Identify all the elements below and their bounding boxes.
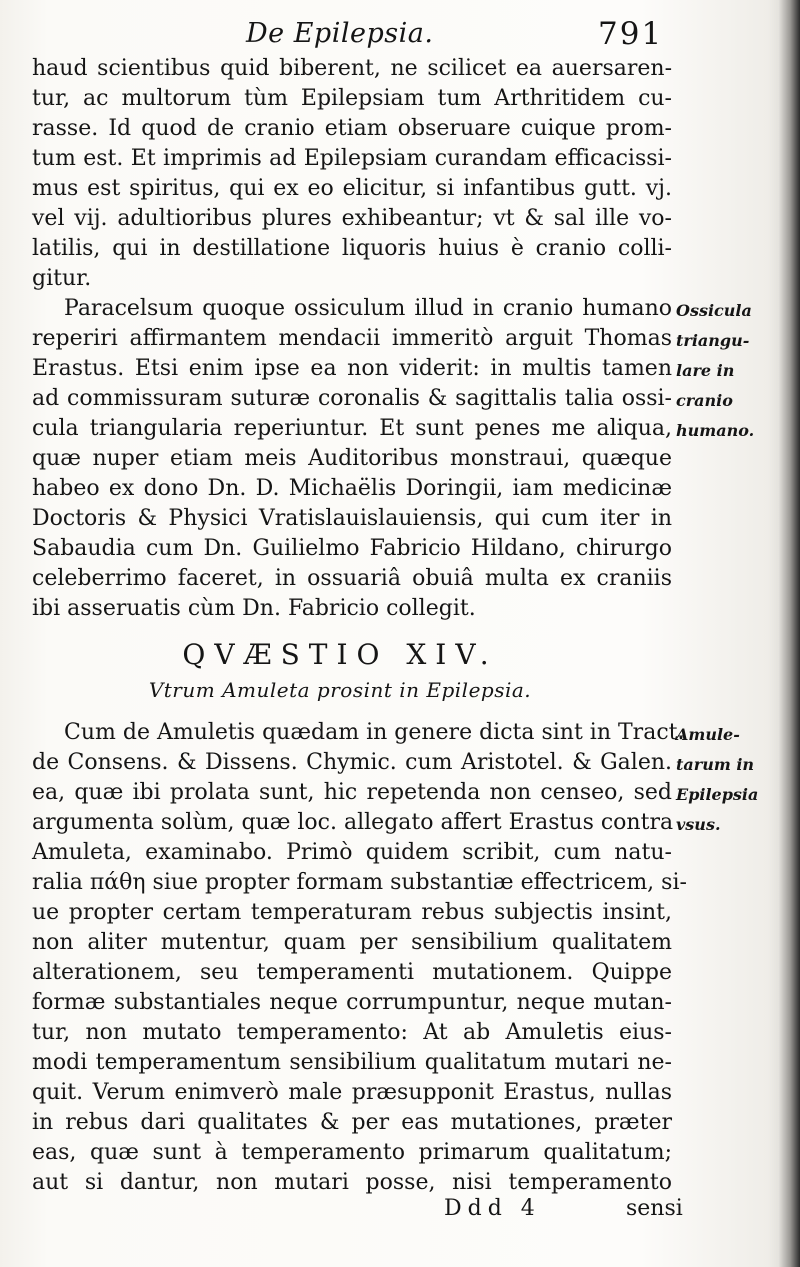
text-line: tur, non mutato temperamento: At ab Amuletis eius-	[32, 1020, 672, 1045]
text-line: gitur.	[32, 266, 92, 291]
question-heading: QVÆSTIO XIV.	[182, 638, 498, 671]
text-line: tum est. Et imprimis ad Epilepsiam curandam efficacissi-	[32, 146, 672, 171]
text-line: quæ nuper etiam meis Auditoribus monstraui, quæque	[32, 446, 672, 471]
main-text-continued	[32, 718, 687, 1198]
text-line: quit. Verum enimverò male præsupponit Erastus, nullas	[32, 1080, 672, 1105]
margin-note-amuleta	[676, 720, 780, 840]
text-line: tur, ac multorum tùm Epilepsiam tum Arthritidem cu-	[32, 86, 672, 111]
text-line: Cum de Amuletis quædam in genere dicta sint in Tract.	[64, 720, 685, 745]
text-line: ibi asseruatis cùm Dn. Fabricio collegit.	[32, 596, 476, 621]
margin-note-line: humano.	[676, 421, 755, 440]
catchword: sensi	[626, 1196, 683, 1221]
text-line: alterationem, seu temperamenti mutationem. Quippe	[32, 960, 672, 985]
text-line: Amuleta, examinabo. Primò quidem scribit, cum natu-	[32, 840, 672, 865]
margin-note-line: Epilepsia	[676, 785, 759, 804]
text-line: aut si dantur, non mutari posse, nisi temperamento	[32, 1170, 672, 1195]
margin-note-line: tarum in	[676, 755, 755, 774]
page-edge-shadow	[778, 0, 800, 1267]
text-line: de Consens. & Dissens. Chymic. cum Aristotel. & Galen.	[32, 750, 672, 775]
text-line: Paracelsum quoque ossiculum illud in cranio humano	[64, 296, 672, 321]
page-number: 791	[598, 16, 664, 52]
margin-note-line: vsus.	[676, 815, 721, 834]
text-line: haud scientibus quid biberent, ne scilicet ea auersaren-	[32, 56, 672, 81]
text-line: formæ substantiales neque corrumpuntur, neque mutan-	[32, 990, 672, 1015]
text-line: non aliter mutentur, quam per sensibilium qualitatem	[32, 930, 672, 955]
margin-note-line: Amule-	[676, 725, 740, 744]
text-line: Doctoris & Physici Vratislauislauiensis, qui cum iter in	[32, 506, 672, 531]
text-line: rasse. Id quod de cranio etiam obseruare cuique prom-	[32, 116, 672, 141]
margin-note-line: triangu-	[676, 331, 750, 350]
text-line: Sabaudia cum Dn. Guilielmo Fabricio Hildano, chirurgo	[32, 536, 672, 561]
signature-mark: Ddd 4	[444, 1196, 541, 1221]
text-line: celeberrimo faceret, in ossuariâ obuiâ multa ex craniis	[32, 566, 672, 591]
text-line: ea, quæ ibi prolata sunt, hic repetenda non censeo, sed	[32, 780, 672, 805]
text-line: ad commissuram suturæ coronalis & sagittalis talia ossi-	[32, 386, 672, 411]
question-title: Vtrum Amuleta prosint in Epilepsia.	[148, 678, 532, 702]
margin-note-line: Ossicula	[676, 301, 752, 320]
main-text	[32, 54, 672, 624]
margin-note-line: cranio	[676, 391, 733, 410]
text-line: eas, quæ sunt à temperamento primarum qualitatum;	[32, 1140, 672, 1165]
text-line: cula triangularia reperiuntur. Et sunt penes me aliqua,	[32, 416, 672, 441]
text-line: latilis, qui in destillatione liquoris huius è cranio colli-	[32, 236, 672, 261]
margin-note-line: lare in	[676, 361, 735, 380]
text-line: argumenta solùm, quæ loc. allegato affert Erastus contra	[32, 810, 674, 835]
text-line: modi temperamentum sensibilium qualitatum mutari ne-	[32, 1050, 672, 1075]
text-line: mus est spiritus, qui ex eo elicitur, si infantibus gutt. vj.	[32, 176, 672, 201]
text-line: vel vij. adultioribus plures exhibeantur; vt & sal ille vo-	[32, 206, 672, 231]
text-line: Erastus. Etsi enim ipse ea non viderit: in multis tamen	[32, 356, 672, 381]
text-line: in rebus dari qualitates & per eas mutationes, præter	[32, 1110, 672, 1135]
running-head: De Epilepsia.	[246, 18, 434, 49]
margin-note-ossicula	[676, 296, 780, 446]
text-line: habeo ex dono Dn. D. Michaëlis Doringii, iam medicinæ	[32, 476, 672, 501]
text-line: reperiri affirmantem mendacii immeritò arguit Thomas	[32, 326, 672, 351]
page-header	[0, 14, 800, 54]
text-line: ralia πάθη siue propter formam substantiæ effectricem, si-	[32, 870, 687, 895]
text-line: ue propter certam temperaturam rebus subjectis insint,	[32, 900, 672, 925]
